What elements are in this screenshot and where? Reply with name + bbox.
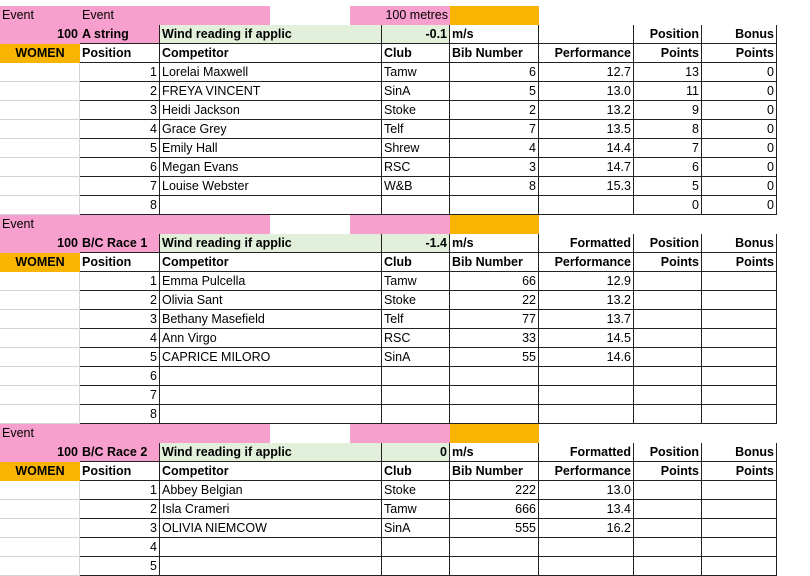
position-points-cell[interactable] bbox=[634, 367, 702, 386]
bib-number-cell[interactable]: 8 bbox=[450, 177, 539, 196]
bib-number-header[interactable]: Bib Number bbox=[450, 462, 539, 481]
row-gutter-cell[interactable] bbox=[0, 500, 80, 519]
position-cell[interactable]: 6 bbox=[80, 158, 160, 177]
position-points-cell[interactable] bbox=[634, 348, 702, 367]
position-header[interactable]: Position bbox=[80, 253, 160, 272]
club-cell[interactable]: Stoke bbox=[382, 481, 450, 500]
row-gutter-cell[interactable] bbox=[0, 329, 80, 348]
bonus-points-header-top[interactable]: Bonus bbox=[702, 443, 777, 462]
bonus-points-cell[interactable] bbox=[702, 481, 777, 500]
competitor-cell[interactable]: Grace Grey bbox=[160, 120, 382, 139]
club-cell[interactable]: Shrew bbox=[382, 139, 450, 158]
bonus-points-cell[interactable]: 0 bbox=[702, 120, 777, 139]
event-name-cell[interactable]: Event bbox=[80, 6, 270, 25]
bonus-points-cell[interactable] bbox=[702, 272, 777, 291]
bib-number-cell[interactable]: 4 bbox=[450, 139, 539, 158]
event-flag-cell[interactable] bbox=[450, 6, 539, 25]
position-points-cell[interactable] bbox=[634, 386, 702, 405]
bonus-points-cell[interactable]: 0 bbox=[702, 82, 777, 101]
bonus-points-cell[interactable] bbox=[702, 367, 777, 386]
row-gutter-cell[interactable] bbox=[0, 310, 80, 329]
wind-label-cell[interactable]: Wind reading if applic bbox=[160, 25, 382, 44]
club-cell[interactable]: RSC bbox=[382, 329, 450, 348]
race-name-cell[interactable]: A string bbox=[80, 25, 160, 44]
bonus-points-cell[interactable] bbox=[702, 291, 777, 310]
row-gutter-cell[interactable] bbox=[0, 367, 80, 386]
club-cell[interactable]: SinA bbox=[382, 519, 450, 538]
competitor-cell[interactable]: Heidi Jackson bbox=[160, 101, 382, 120]
position-points-cell[interactable]: 7 bbox=[634, 139, 702, 158]
performance-cell[interactable]: 12.7 bbox=[539, 63, 634, 82]
event-name-cell[interactable] bbox=[80, 215, 270, 234]
bib-number-cell[interactable]: 666 bbox=[450, 500, 539, 519]
competitor-cell[interactable]: Lorelai Maxwell bbox=[160, 63, 382, 82]
performance-cell[interactable]: 15.3 bbox=[539, 177, 634, 196]
bonus-points-cell[interactable]: 0 bbox=[702, 196, 777, 215]
position-points-cell[interactable] bbox=[634, 310, 702, 329]
row-gutter-cell[interactable] bbox=[0, 63, 80, 82]
bib-number-cell[interactable]: 5 bbox=[450, 82, 539, 101]
competitor-header[interactable]: Competitor bbox=[160, 253, 382, 272]
performance-cell[interactable]: 13.5 bbox=[539, 120, 634, 139]
bonus-points-cell[interactable]: 0 bbox=[702, 101, 777, 120]
wind-value-cell[interactable]: 0 bbox=[382, 443, 450, 462]
performance-header[interactable]: Performance bbox=[539, 253, 634, 272]
bonus-points-cell[interactable] bbox=[702, 386, 777, 405]
competitor-cell[interactable]: Bethany Masefield bbox=[160, 310, 382, 329]
row-gutter-cell[interactable] bbox=[0, 557, 80, 576]
competitor-cell[interactable] bbox=[160, 367, 382, 386]
row-gutter-cell[interactable] bbox=[0, 177, 80, 196]
wind-unit-cell[interactable]: m/s bbox=[450, 234, 539, 253]
race-name-cell[interactable]: B/C Race 2 bbox=[80, 443, 160, 462]
performance-cell[interactable]: 13.4 bbox=[539, 500, 634, 519]
performance-cell[interactable]: 12.9 bbox=[539, 272, 634, 291]
performance-cell[interactable]: 16.2 bbox=[539, 519, 634, 538]
position-cell[interactable]: 4 bbox=[80, 120, 160, 139]
position-points-cell[interactable]: 13 bbox=[634, 63, 702, 82]
bib-number-header[interactable]: Bib Number bbox=[450, 253, 539, 272]
bib-number-cell[interactable]: 555 bbox=[450, 519, 539, 538]
performance-cell[interactable]: 13.0 bbox=[539, 481, 634, 500]
competitor-cell[interactable] bbox=[160, 386, 382, 405]
position-cell[interactable]: 7 bbox=[80, 177, 160, 196]
position-points-header-top[interactable]: Position bbox=[634, 443, 702, 462]
performance-header-top[interactable] bbox=[539, 25, 634, 44]
event-distance-cell[interactable]: 100 metres bbox=[350, 6, 450, 25]
event-name-cell[interactable] bbox=[80, 424, 270, 443]
event-label-cell[interactable]: Event bbox=[0, 215, 80, 234]
event-flag-cell[interactable] bbox=[450, 424, 539, 443]
gender-cell[interactable]: WOMEN bbox=[0, 253, 80, 272]
position-header[interactable]: Position bbox=[80, 44, 160, 63]
club-cell[interactable]: Tamw bbox=[382, 63, 450, 82]
row-gutter-cell[interactable] bbox=[0, 82, 80, 101]
competitor-cell[interactable]: Ann Virgo bbox=[160, 329, 382, 348]
row-gutter-cell[interactable] bbox=[0, 272, 80, 291]
competitor-cell[interactable]: Louise Webster bbox=[160, 177, 382, 196]
bonus-points-header[interactable]: Points bbox=[702, 253, 777, 272]
club-cell[interactable]: Telf bbox=[382, 120, 450, 139]
position-points-cell[interactable]: 0 bbox=[634, 196, 702, 215]
position-cell[interactable]: 5 bbox=[80, 348, 160, 367]
row-gutter-cell[interactable] bbox=[0, 291, 80, 310]
position-cell[interactable]: 8 bbox=[80, 405, 160, 424]
competitor-cell[interactable] bbox=[160, 557, 382, 576]
position-cell[interactable]: 1 bbox=[80, 272, 160, 291]
performance-cell[interactable] bbox=[539, 367, 634, 386]
event-label-cell[interactable]: Event bbox=[0, 6, 80, 25]
bonus-points-header-top[interactable]: Bonus bbox=[702, 234, 777, 253]
performance-header[interactable]: Performance bbox=[539, 44, 634, 63]
position-points-cell[interactable]: 5 bbox=[634, 177, 702, 196]
club-cell[interactable] bbox=[382, 196, 450, 215]
performance-cell[interactable]: 13.0 bbox=[539, 82, 634, 101]
club-cell[interactable] bbox=[382, 405, 450, 424]
position-points-cell[interactable]: 11 bbox=[634, 82, 702, 101]
club-cell[interactable]: Tamw bbox=[382, 500, 450, 519]
competitor-cell[interactable]: OLIVIA NIEMCOW bbox=[160, 519, 382, 538]
position-points-cell[interactable] bbox=[634, 405, 702, 424]
position-cell[interactable]: 3 bbox=[80, 310, 160, 329]
row-gutter-cell[interactable] bbox=[0, 139, 80, 158]
performance-cell[interactable] bbox=[539, 538, 634, 557]
performance-header[interactable]: Performance bbox=[539, 462, 634, 481]
event-label-cell[interactable]: Event bbox=[0, 424, 80, 443]
position-cell[interactable]: 5 bbox=[80, 139, 160, 158]
position-points-cell[interactable] bbox=[634, 272, 702, 291]
row-gutter-cell[interactable] bbox=[0, 405, 80, 424]
position-cell[interactable]: 7 bbox=[80, 386, 160, 405]
performance-cell[interactable] bbox=[539, 196, 634, 215]
competitor-header[interactable]: Competitor bbox=[160, 44, 382, 63]
club-cell[interactable]: Stoke bbox=[382, 291, 450, 310]
club-header[interactable]: Club bbox=[382, 253, 450, 272]
performance-cell[interactable] bbox=[539, 405, 634, 424]
event-code-cell[interactable]: 100 bbox=[0, 234, 80, 253]
event-distance-cell[interactable] bbox=[350, 215, 450, 234]
bonus-points-cell[interactable]: 0 bbox=[702, 177, 777, 196]
bib-number-header[interactable]: Bib Number bbox=[450, 44, 539, 63]
position-cell[interactable]: 5 bbox=[80, 557, 160, 576]
performance-cell[interactable]: 14.7 bbox=[539, 158, 634, 177]
wind-value-cell[interactable]: -1.4 bbox=[382, 234, 450, 253]
club-cell[interactable]: SinA bbox=[382, 348, 450, 367]
position-points-cell[interactable]: 8 bbox=[634, 120, 702, 139]
bib-number-cell[interactable] bbox=[450, 386, 539, 405]
bonus-points-cell[interactable] bbox=[702, 557, 777, 576]
competitor-cell[interactable]: Megan Evans bbox=[160, 158, 382, 177]
position-points-cell[interactable] bbox=[634, 500, 702, 519]
club-cell[interactable]: SinA bbox=[382, 82, 450, 101]
position-points-header-top[interactable]: Position bbox=[634, 25, 702, 44]
position-cell[interactable]: 2 bbox=[80, 291, 160, 310]
club-cell[interactable]: Stoke bbox=[382, 101, 450, 120]
position-points-header[interactable]: Points bbox=[634, 44, 702, 63]
position-cell[interactable]: 4 bbox=[80, 538, 160, 557]
position-cell[interactable]: 2 bbox=[80, 82, 160, 101]
bonus-points-cell[interactable]: 0 bbox=[702, 139, 777, 158]
club-cell[interactable] bbox=[382, 538, 450, 557]
position-cell[interactable]: 3 bbox=[80, 101, 160, 120]
event-distance-cell[interactable] bbox=[350, 424, 450, 443]
club-cell[interactable] bbox=[382, 367, 450, 386]
performance-cell[interactable] bbox=[539, 386, 634, 405]
competitor-cell[interactable]: Isla Crameri bbox=[160, 500, 382, 519]
bib-number-cell[interactable] bbox=[450, 405, 539, 424]
position-points-cell[interactable] bbox=[634, 291, 702, 310]
position-points-header[interactable]: Points bbox=[634, 462, 702, 481]
bib-number-cell[interactable] bbox=[450, 196, 539, 215]
event-flag-cell[interactable] bbox=[450, 215, 539, 234]
wind-unit-cell[interactable]: m/s bbox=[450, 443, 539, 462]
club-header[interactable]: Club bbox=[382, 462, 450, 481]
position-cell[interactable]: 1 bbox=[80, 481, 160, 500]
row-gutter-cell[interactable] bbox=[0, 348, 80, 367]
position-cell[interactable]: 1 bbox=[80, 63, 160, 82]
competitor-cell[interactable]: Emma Pulcella bbox=[160, 272, 382, 291]
bonus-points-cell[interactable]: 0 bbox=[702, 63, 777, 82]
competitor-cell[interactable]: CAPRICE MILORO bbox=[160, 348, 382, 367]
bib-number-cell[interactable]: 33 bbox=[450, 329, 539, 348]
bib-number-cell[interactable]: 22 bbox=[450, 291, 539, 310]
bib-number-cell[interactable] bbox=[450, 557, 539, 576]
performance-cell[interactable]: 13.2 bbox=[539, 101, 634, 120]
bib-number-cell[interactable]: 77 bbox=[450, 310, 539, 329]
bib-number-cell[interactable]: 66 bbox=[450, 272, 539, 291]
performance-header-top[interactable]: Formatted bbox=[539, 234, 634, 253]
position-points-header-top[interactable]: Position bbox=[634, 234, 702, 253]
club-cell[interactable] bbox=[382, 557, 450, 576]
position-cell[interactable]: 8 bbox=[80, 196, 160, 215]
performance-cell[interactable]: 14.6 bbox=[539, 348, 634, 367]
bib-number-cell[interactable]: 7 bbox=[450, 120, 539, 139]
wind-value-cell[interactable]: -0.1 bbox=[382, 25, 450, 44]
competitor-header[interactable]: Competitor bbox=[160, 462, 382, 481]
position-cell[interactable]: 6 bbox=[80, 367, 160, 386]
club-cell[interactable]: Tamw bbox=[382, 272, 450, 291]
performance-cell[interactable]: 14.5 bbox=[539, 329, 634, 348]
position-points-header[interactable]: Points bbox=[634, 253, 702, 272]
wind-label-cell[interactable]: Wind reading if applic bbox=[160, 234, 382, 253]
performance-cell[interactable] bbox=[539, 557, 634, 576]
performance-cell[interactable]: 13.2 bbox=[539, 291, 634, 310]
row-gutter-cell[interactable] bbox=[0, 158, 80, 177]
bonus-points-header[interactable]: Points bbox=[702, 462, 777, 481]
bonus-points-cell[interactable] bbox=[702, 500, 777, 519]
bonus-points-cell[interactable] bbox=[702, 348, 777, 367]
bib-number-cell[interactable]: 2 bbox=[450, 101, 539, 120]
competitor-cell[interactable]: Olivia Sant bbox=[160, 291, 382, 310]
wind-label-cell[interactable]: Wind reading if applic bbox=[160, 443, 382, 462]
position-cell[interactable]: 4 bbox=[80, 329, 160, 348]
competitor-cell[interactable] bbox=[160, 538, 382, 557]
club-cell[interactable]: Telf bbox=[382, 310, 450, 329]
bib-number-cell[interactable]: 6 bbox=[450, 63, 539, 82]
bonus-points-cell[interactable] bbox=[702, 405, 777, 424]
position-points-cell[interactable] bbox=[634, 538, 702, 557]
competitor-cell[interactable]: FREYA VINCENT bbox=[160, 82, 382, 101]
bib-number-cell[interactable]: 55 bbox=[450, 348, 539, 367]
performance-cell[interactable]: 13.7 bbox=[539, 310, 634, 329]
bonus-points-header[interactable]: Points bbox=[702, 44, 777, 63]
club-cell[interactable]: W&B bbox=[382, 177, 450, 196]
position-points-cell[interactable]: 6 bbox=[634, 158, 702, 177]
row-gutter-cell[interactable] bbox=[0, 538, 80, 557]
bib-number-cell[interactable] bbox=[450, 538, 539, 557]
competitor-cell[interactable] bbox=[160, 405, 382, 424]
position-header[interactable]: Position bbox=[80, 462, 160, 481]
bonus-points-header-top[interactable]: Bonus bbox=[702, 25, 777, 44]
position-cell[interactable]: 3 bbox=[80, 519, 160, 538]
club-header[interactable]: Club bbox=[382, 44, 450, 63]
event-code-cell[interactable]: 100 bbox=[0, 443, 80, 462]
wind-unit-cell[interactable]: m/s bbox=[450, 25, 539, 44]
position-points-cell[interactable]: 9 bbox=[634, 101, 702, 120]
bonus-points-cell[interactable] bbox=[702, 329, 777, 348]
row-gutter-cell[interactable] bbox=[0, 196, 80, 215]
bib-number-cell[interactable]: 3 bbox=[450, 158, 539, 177]
race-name-cell[interactable]: B/C Race 1 bbox=[80, 234, 160, 253]
bonus-points-cell[interactable] bbox=[702, 538, 777, 557]
position-points-cell[interactable] bbox=[634, 329, 702, 348]
row-gutter-cell[interactable] bbox=[0, 101, 80, 120]
gender-cell[interactable]: WOMEN bbox=[0, 462, 80, 481]
bib-number-cell[interactable] bbox=[450, 367, 539, 386]
competitor-cell[interactable] bbox=[160, 196, 382, 215]
row-gutter-cell[interactable] bbox=[0, 386, 80, 405]
bonus-points-cell[interactable]: 0 bbox=[702, 158, 777, 177]
competitor-cell[interactable]: Emily Hall bbox=[160, 139, 382, 158]
performance-cell[interactable]: 14.4 bbox=[539, 139, 634, 158]
bib-number-cell[interactable]: 222 bbox=[450, 481, 539, 500]
event-code-cell[interactable]: 100 bbox=[0, 25, 80, 44]
bonus-points-cell[interactable] bbox=[702, 519, 777, 538]
position-cell[interactable]: 2 bbox=[80, 500, 160, 519]
bonus-points-cell[interactable] bbox=[702, 310, 777, 329]
competitor-cell[interactable]: Abbey Belgian bbox=[160, 481, 382, 500]
club-cell[interactable]: RSC bbox=[382, 158, 450, 177]
row-gutter-cell[interactable] bbox=[0, 481, 80, 500]
performance-header-top[interactable]: Formatted bbox=[539, 443, 634, 462]
row-gutter-cell[interactable] bbox=[0, 519, 80, 538]
position-points-cell[interactable] bbox=[634, 519, 702, 538]
position-points-cell[interactable] bbox=[634, 481, 702, 500]
club-cell[interactable] bbox=[382, 386, 450, 405]
gender-cell[interactable]: WOMEN bbox=[0, 44, 80, 63]
row-gutter-cell[interactable] bbox=[0, 120, 80, 139]
position-points-cell[interactable] bbox=[634, 557, 702, 576]
